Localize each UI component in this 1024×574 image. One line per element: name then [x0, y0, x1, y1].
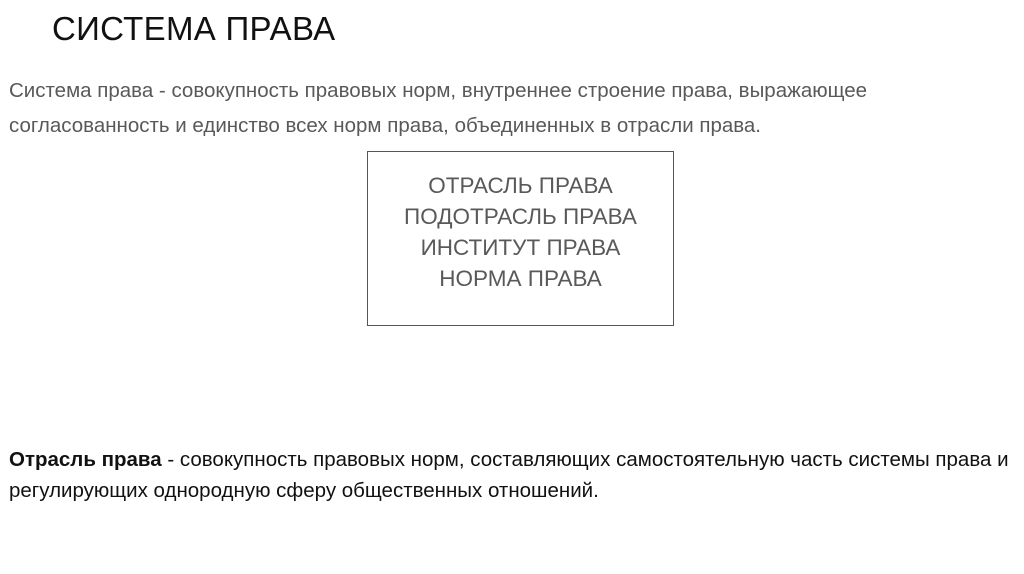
definition-body: - совокупность правовых норм, составляющих самостоятельную часть системы права и регулирующих однородную сферу общественных отношений. — [9, 448, 1009, 502]
hierarchy-level-norm: НОРМА ПРАВА — [439, 265, 602, 291]
definition-term: Отрасль права — [9, 448, 162, 471]
hierarchy-level-sub-branch: ПОДОТРАСЛЬ ПРАВА — [404, 203, 637, 229]
hierarchy-level-branch: ОТРАСЛЬ ПРАВА — [428, 172, 613, 198]
hierarchy-box — [367, 151, 674, 326]
intro-paragraph: Система права - совокупность правовых норм, внутреннее строение права, выражающее согласованность и единство всех норм права, объединенных в отрасли права. — [9, 79, 868, 137]
hierarchy-level-institute: ИНСТИТУТ ПРАВА — [420, 234, 621, 260]
slide-title: СИСТЕМА ПРАВА — [52, 10, 336, 47]
definition-paragraph — [9, 444, 1014, 506]
